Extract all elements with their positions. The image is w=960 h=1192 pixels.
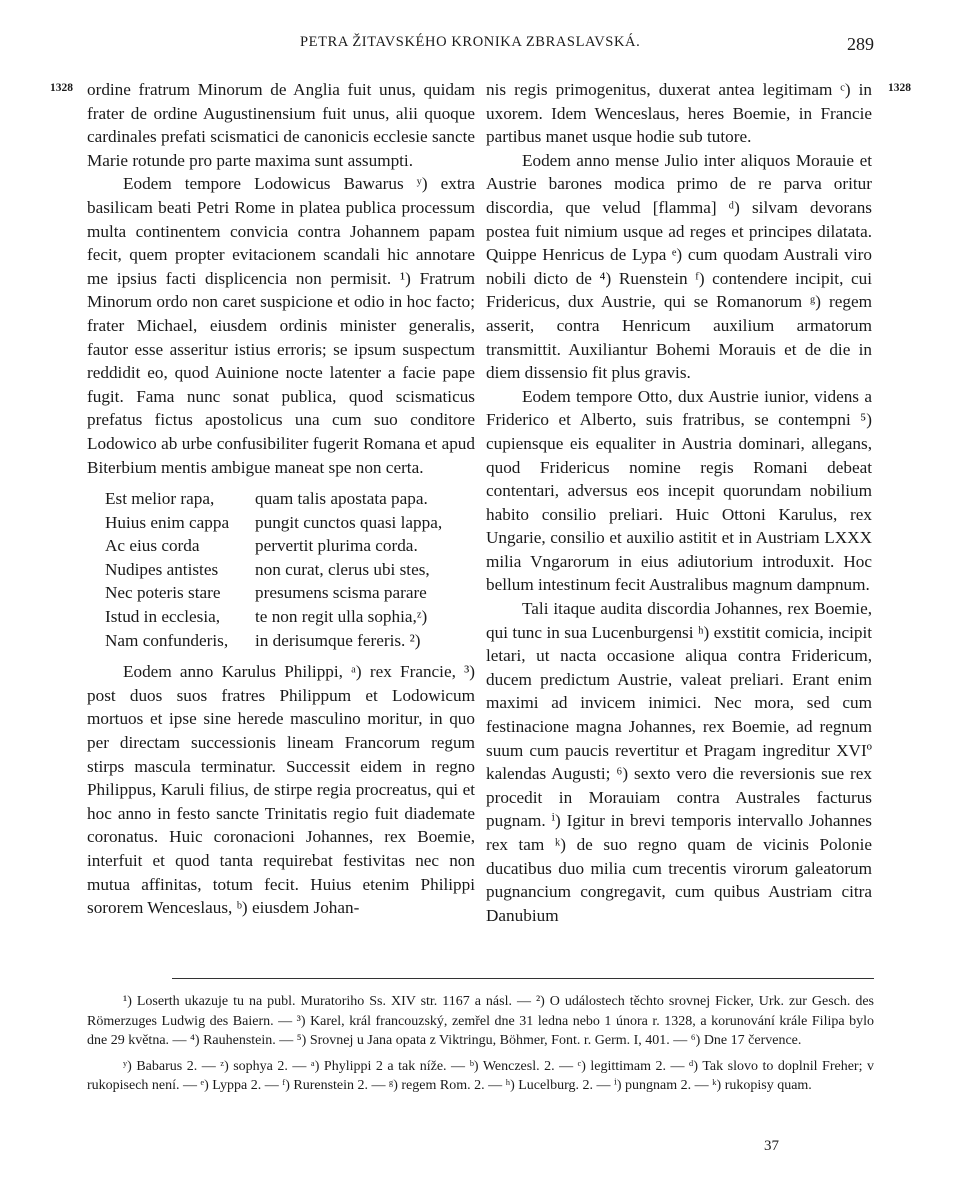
signature-mark: 37 [764, 1138, 779, 1154]
verse-first-half: Huius enim cappa [105, 512, 230, 532]
page-number: 289 [847, 34, 874, 54]
verse-line [105, 558, 475, 582]
paragraph: Eodem anno Karulus Philippi, ᵃ) rex Francie, ³) post duos suos fratres Philippum et Lodowicum mortuos et ipse sine herede masculino moritur, in quo per directam successionis lineam Francorum regum stirps mascula terminatur. Successit eidem in regno Philippus, Karuli filius, de stirpe regia procreatus, qui et hoc anno in festo sancte Trinitatis regio fuit diademate coronatus. Huic coronacioni Johannes, rex Boemie, interfuit et quod tanta requirebat festivitas nec non mutua affinitas, totum fecit. Huius etenim Philippi sororem Wenceslaus, ᵇ) eiusdem Johan- [87, 662, 475, 918]
verse-line [105, 581, 475, 605]
verse-second-half: pungit cunctos quasi lappa, [255, 512, 443, 532]
verse-line [105, 511, 475, 535]
verse-first-half: Istud in ecclesia, [105, 607, 221, 627]
paragraph: Eodem tempore Otto, dux Austrie iunior, videns a Friderico et Alberto, suis fratribus, se contempni ⁵) cupiensque eis equaliter in Austria dominari, allegans, quod Fridericus nomine regis Romani debeat contentari, adversus eos incepit quorundam nobilium habito consilio preliari. Huic Ottoni Karulus, rex Ungarie, consilio et auxilio astitit et in Austriam LXXX milia Vngarorum in eius adiutorium introduxit. Hoc bellum intestinum fecit Australibus magnum dampnum. [486, 386, 872, 595]
verse-second-half: pervertit plurima corda. [255, 536, 418, 556]
paragraph: nis regis primogenitus, duxerat antea legitimam ᶜ) in uxorem. Idem Wenceslaus, heres Boemie, in Francie partibus manet usque hodie sub tutore. [486, 80, 872, 147]
verse-line [105, 605, 475, 629]
paragraph: Eodem tempore Lodowicus Bawarus ʸ) extra basilicam beati Petri Rome in platea publica processum multa continentem convicia contra Johannem papam fecit, quem propter evitacionem scandali hic annotare me ipsius facti displicencia non permisit. ¹) Fratrum Minorum ordo non caret suspicione et odio in hoc facto; frater Michael, eiusdem ordinis minister generalis, fautor esse asseritur istius erroris; se ipsum suspectum reddidit eo, quod Auinione nocte latenter a facie pape fugit. Fama nunc sonat publica, quod scismaticus prefatus fictus apostolicus una cum suo conditore Lodowico ab urbe confusibiliter fugerit Romana et apud Biterbium mentis ambigue maneat spe non certa. [87, 174, 475, 477]
right-column [486, 78, 872, 927]
lettered-footnotes: ʸ) Babarus 2. — ᶻ) sophya 2. — ᵃ) Phylippi 2 a tak níže. — ᵇ) Wenczesl. 2. — ᶜ) legittimam 2. — ᵈ) Tak slovo to doplnil Freher; v rukopisech není. — ᵉ) Lyppa 2. — ᶠ) Rurenstein 2. — ᵍ) regem Rom. 2. — ʰ) Lucelburg. 2. — ⁱ) pungnam 2. — ᵏ) rukopisy quam. [87, 1058, 874, 1093]
verse-first-half: Ac eius corda [105, 536, 200, 556]
footnote-divider [172, 978, 874, 979]
running-head: PETRA ŽITAVSKÉHO KRONIKA ZBRASLAVSKÁ. [300, 34, 641, 50]
verse-line [105, 534, 475, 558]
verse-first-half: Est melior rapa, [105, 489, 215, 509]
margin-year-right: 1328 [888, 82, 911, 94]
margin-year-left: 1328 [50, 82, 73, 94]
verse-second-half: non curat, clerus ubi stes, [255, 559, 430, 579]
numbered-footnotes: ¹) Loserth ukazuje tu na publ. Muratoriho Ss. XIV str. 1167 a násl. — ²) O událostech těchto srovnej Ficker, Urk. zur Gesch. des Römerzuges Ludwig des Baiern. — ³) Karel, král francouzský, zemřel dne 31 ledna nebo 1 února r. 1328, a korunování krále Filipa bylo dne 29 května. — ⁴) Rauhenstein. — ⁵) Srovnej u Jana opata z Viktringu, Böhmer, Font. r. Germ. I, 401. — ⁶) Dne 17 července. [87, 994, 874, 1048]
paragraph: ordine fratrum Minorum de Anglia fuit unus, quidam frater de ordine Augustinensium fuit unus, alii quoque cardinales prefati scismatici de canonicis ecclesie sancte Marie rotunde pro parte maxima sunt assumpti. [87, 80, 475, 170]
verse-second-half: te non regit ulla sophia,ᶻ) [255, 607, 428, 627]
left-column [87, 78, 475, 920]
verse-block [105, 487, 475, 652]
footnotes [87, 992, 874, 1102]
verse-second-half: in derisumque fereris. ²) [255, 630, 421, 650]
verse-line [105, 487, 475, 511]
paragraph: Eodem anno mense Julio inter aliquos Morauie et Austrie barones modica primo de re parva oritur discordia, que velud [flamma] ᵈ) silvam devorans postea fuit nimium usque ad reges et principes dilatata. Quippe Henricus de Lypa ᵉ) cum quodam Australi viro nobili dicto de ⁴) Ruenstein ᶠ) contendere incipit, cui Fridericus, dux Austrie, qui se Romanorum ᵍ) regem asserit, contra Henricum auxilium armatorum transmittit. Auxiliantur Bohemi Morauis et de die in diem dissensio fit plus gravis. [486, 150, 872, 383]
verse-second-half: quam talis apostata papa. [255, 489, 428, 509]
verse-second-half: presumens scisma parare [255, 583, 427, 603]
verse-first-half: Nudipes antistes [105, 559, 219, 579]
paragraph: Tali itaque audita discordia Johannes, rex Boemie, qui tunc in sua Lucenburgensi ʰ) exstitit comicia, incipit letari, ut nacta occasione aliqua contra Fridericum, ducem predictum Austrie, valeat preliari. Erant enim maximi ad invicem inimici. Nec mora, sed cum festinacione magna Johannes, rex Boemie, ad regnum suum cum paucis revertitur et Pragam ingreditur XVIº kalendas Augusti; ⁶) sexto vero die reversionis sue rex procedit in Morauiam contra Australes facturus pugnam. ⁱ) Igitur in brevi temporis intervallo Johannes rex tam ᵏ) de suo regno quam de vicinis Polonie ducatibus duo milia cum trecentis virorum galeatorum pugnancium congregavit, cum quibus Austriam citra Danubium [486, 599, 872, 925]
verse-first-half: Nec poteris stare [105, 583, 221, 603]
verse-first-half: Nam confunderis, [105, 630, 229, 650]
verse-line [105, 629, 475, 653]
